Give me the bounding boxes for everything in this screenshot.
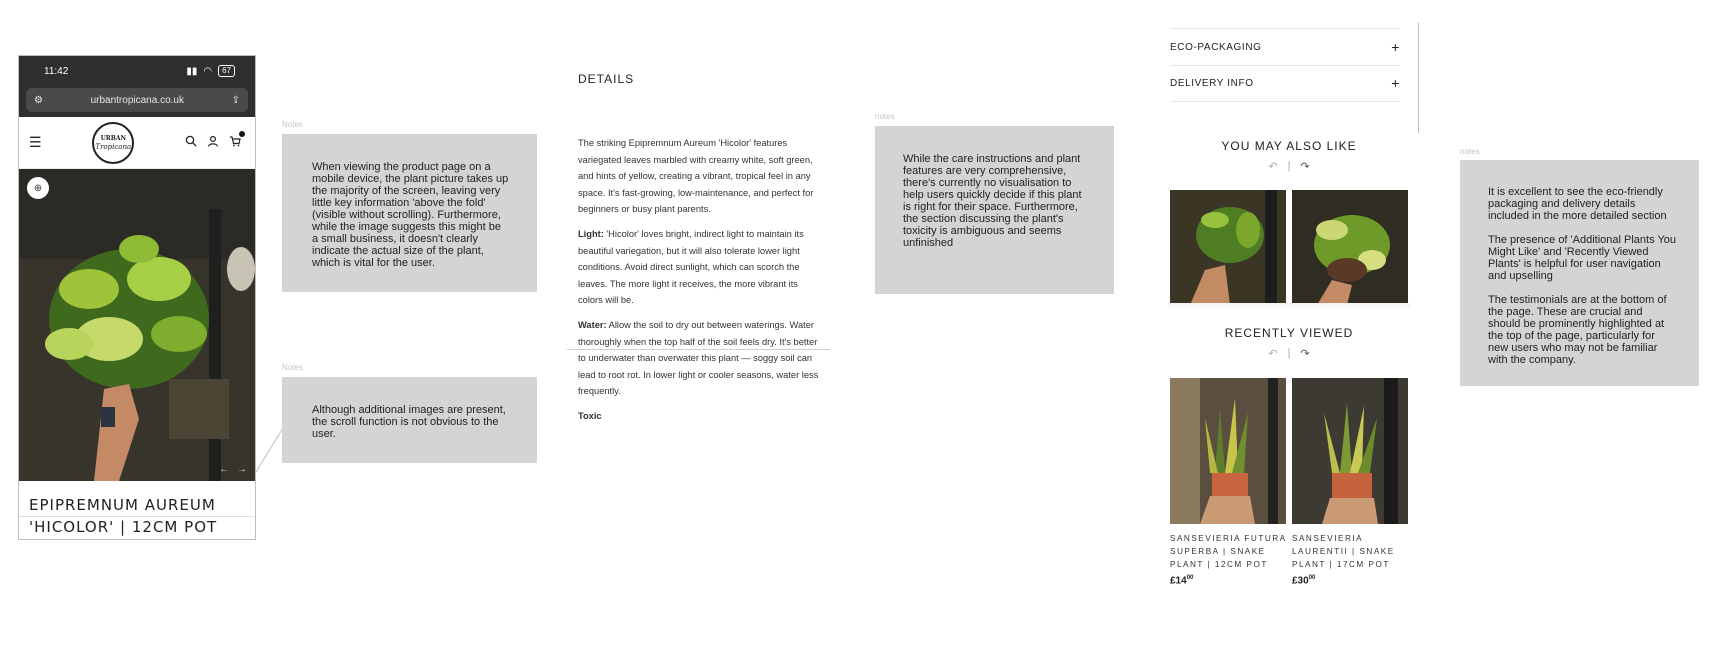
account-icon[interactable] bbox=[207, 135, 219, 150]
arrow-right-icon[interactable]: ↷ bbox=[1300, 161, 1310, 173]
note-card: Although additional images are present, the scroll function is not obvious to the user. bbox=[282, 377, 537, 463]
scrollbar-line bbox=[1418, 23, 1419, 133]
product-image[interactable] bbox=[19, 169, 255, 481]
product-name[interactable]: SANSEVIERIA LAURENTII | SNAKE PLANT | 17CM POT bbox=[1292, 534, 1395, 569]
carousel-arrows[interactable]: ↶ | ↷ bbox=[1268, 347, 1310, 360]
plant-photo-illustration bbox=[1170, 378, 1286, 524]
you-may-also-like-heading: YOU MAY ALSO LIKE bbox=[1221, 139, 1357, 153]
note-label: Notes bbox=[282, 363, 303, 372]
accordion-eco-packaging[interactable]: ECO-PACKAGING + bbox=[1170, 28, 1400, 66]
details-heading: DETAILS bbox=[578, 72, 635, 86]
arrow-left-icon[interactable]: ↶ bbox=[1268, 348, 1278, 360]
note-label: Notes bbox=[282, 120, 303, 129]
note-pointer-line bbox=[254, 420, 284, 480]
cart-badge bbox=[239, 131, 245, 137]
product-card-image[interactable] bbox=[1292, 190, 1408, 305]
arrow-right-icon[interactable]: ↷ bbox=[1300, 348, 1310, 360]
plus-icon[interactable]: + bbox=[1391, 39, 1400, 55]
plus-icon[interactable]: + bbox=[1391, 75, 1400, 91]
note-card: It is excellent to see the eco-friendly packaging and delivery details included in the more detailed section The presence of 'Additional Plants You Might Like' and 'Recently Viewed Plants' is helpful for user navigation and upselling The testimonials are at the bottom of the page. These are crucial and should be prominently highlighted at the top of the page, particularly for new users who may not be familiar with the company. bbox=[1460, 160, 1699, 386]
product-card-image[interactable] bbox=[1292, 378, 1408, 524]
brand-logo[interactable]: URBAN Tropicana bbox=[92, 122, 134, 164]
phone-mockup bbox=[18, 55, 256, 540]
product-price: $£30^{00}$ bbox=[1292, 575, 1316, 587]
details-intro: The striking Epipremnum Aureum 'Hicolor' features variegated leaves marbled with creamy white, soft green, and hints of yellow, creating a vibrant, tropical feel in any space. It's fast-growing, low-maintenance, and perfect for beginners or busy plant parents. bbox=[578, 138, 814, 215]
zoom-button[interactable] bbox=[27, 177, 49, 199]
note-label: notes bbox=[1460, 147, 1480, 156]
address-bar[interactable] bbox=[26, 88, 248, 112]
product-title: EPIPREMNUM AUREUM 'HICOLOR' | 12CM POT bbox=[19, 481, 255, 538]
battery-icon: 67 bbox=[218, 65, 235, 77]
product-card-image[interactable] bbox=[1170, 378, 1286, 524]
note-card: While the care instructions and plant features are very comprehensive, there's currently no visualisation to help users quickly decide if this plant is right for their space. Furthermore, the section discussing the plant's toxicity is ambiguous and seems unfinished bbox=[875, 126, 1114, 294]
site-header bbox=[19, 117, 255, 169]
plant-photo-illustration bbox=[1292, 190, 1408, 305]
site-settings-icon[interactable]: ⚙ bbox=[34, 94, 43, 106]
status-time: 11:42 bbox=[44, 65, 69, 77]
carousel-arrows[interactable]: ↶ | ↷ bbox=[1268, 160, 1310, 173]
wifi-icon: ◠ bbox=[203, 65, 213, 77]
zoom-icon: ⊕ bbox=[33, 182, 43, 194]
signal-icon: ▮▮ bbox=[186, 65, 198, 77]
plant-photo-illustration bbox=[1292, 378, 1408, 524]
note-label: notes bbox=[875, 112, 895, 121]
details-water: Water: Allow the soil to dry out between waterings. Water thoroughly when the top half of the soil feels dry. It's better to underwater than overwater this plant — soggy soil can lead to root rot. In lower light or cooler seasons, water less frequently. bbox=[578, 319, 819, 397]
share-icon[interactable]: ⇪ bbox=[231, 94, 240, 106]
cart-icon[interactable] bbox=[229, 135, 241, 150]
product-card-info[interactable] bbox=[1170, 532, 1288, 586]
plant-photo-illustration bbox=[1170, 190, 1286, 305]
section-divider bbox=[1168, 303, 1410, 311]
url-text: urbantropicana.co.uk bbox=[90, 94, 184, 106]
product-card-image[interactable] bbox=[1170, 190, 1286, 305]
details-body bbox=[578, 135, 823, 433]
product-card-info[interactable] bbox=[1292, 532, 1410, 586]
arrow-right-icon[interactable]: → bbox=[237, 464, 247, 475]
plant-photo-illustration bbox=[19, 169, 255, 481]
status-icons bbox=[186, 65, 235, 77]
details-toxic: Toxic bbox=[578, 410, 602, 421]
product-price: $£14^{00}$ bbox=[1170, 575, 1194, 587]
product-name[interactable]: SANSEVIERIA FUTURA SUPERBA | SNAKE PLANT | 12CM POT bbox=[1170, 534, 1287, 569]
arrow-left-icon[interactable]: ↶ bbox=[1268, 161, 1278, 173]
note-card: When viewing the product page on a mobile device, the plant picture takes up the majority of the screen, leaving very little key information 'above the fold' (visible without scrolling). Furthermore, while the image suggests this might be a small business, it doesn't clearly indicate the actual size of the plant, which is vital for the user. bbox=[282, 134, 537, 292]
status-bar bbox=[19, 56, 255, 86]
search-icon[interactable] bbox=[185, 135, 197, 150]
details-light: Light: 'Hicolor' loves bright, indirect light to maintain its beautiful variegation, but it will also tolerate lower light conditions. Avoid direct sunlight, which can scorch the leaves. The more light it receives, the more vibrant its colors will be. bbox=[578, 228, 804, 306]
recently-viewed-heading: RECENTLY VIEWED bbox=[1224, 326, 1354, 340]
accordion-delivery-info[interactable]: DELIVERY INFO + bbox=[1170, 65, 1400, 102]
image-scroll-arrows[interactable] bbox=[219, 464, 247, 475]
arrow-left-icon[interactable]: ← bbox=[219, 464, 229, 475]
menu-icon[interactable]: ☰ bbox=[29, 134, 42, 150]
